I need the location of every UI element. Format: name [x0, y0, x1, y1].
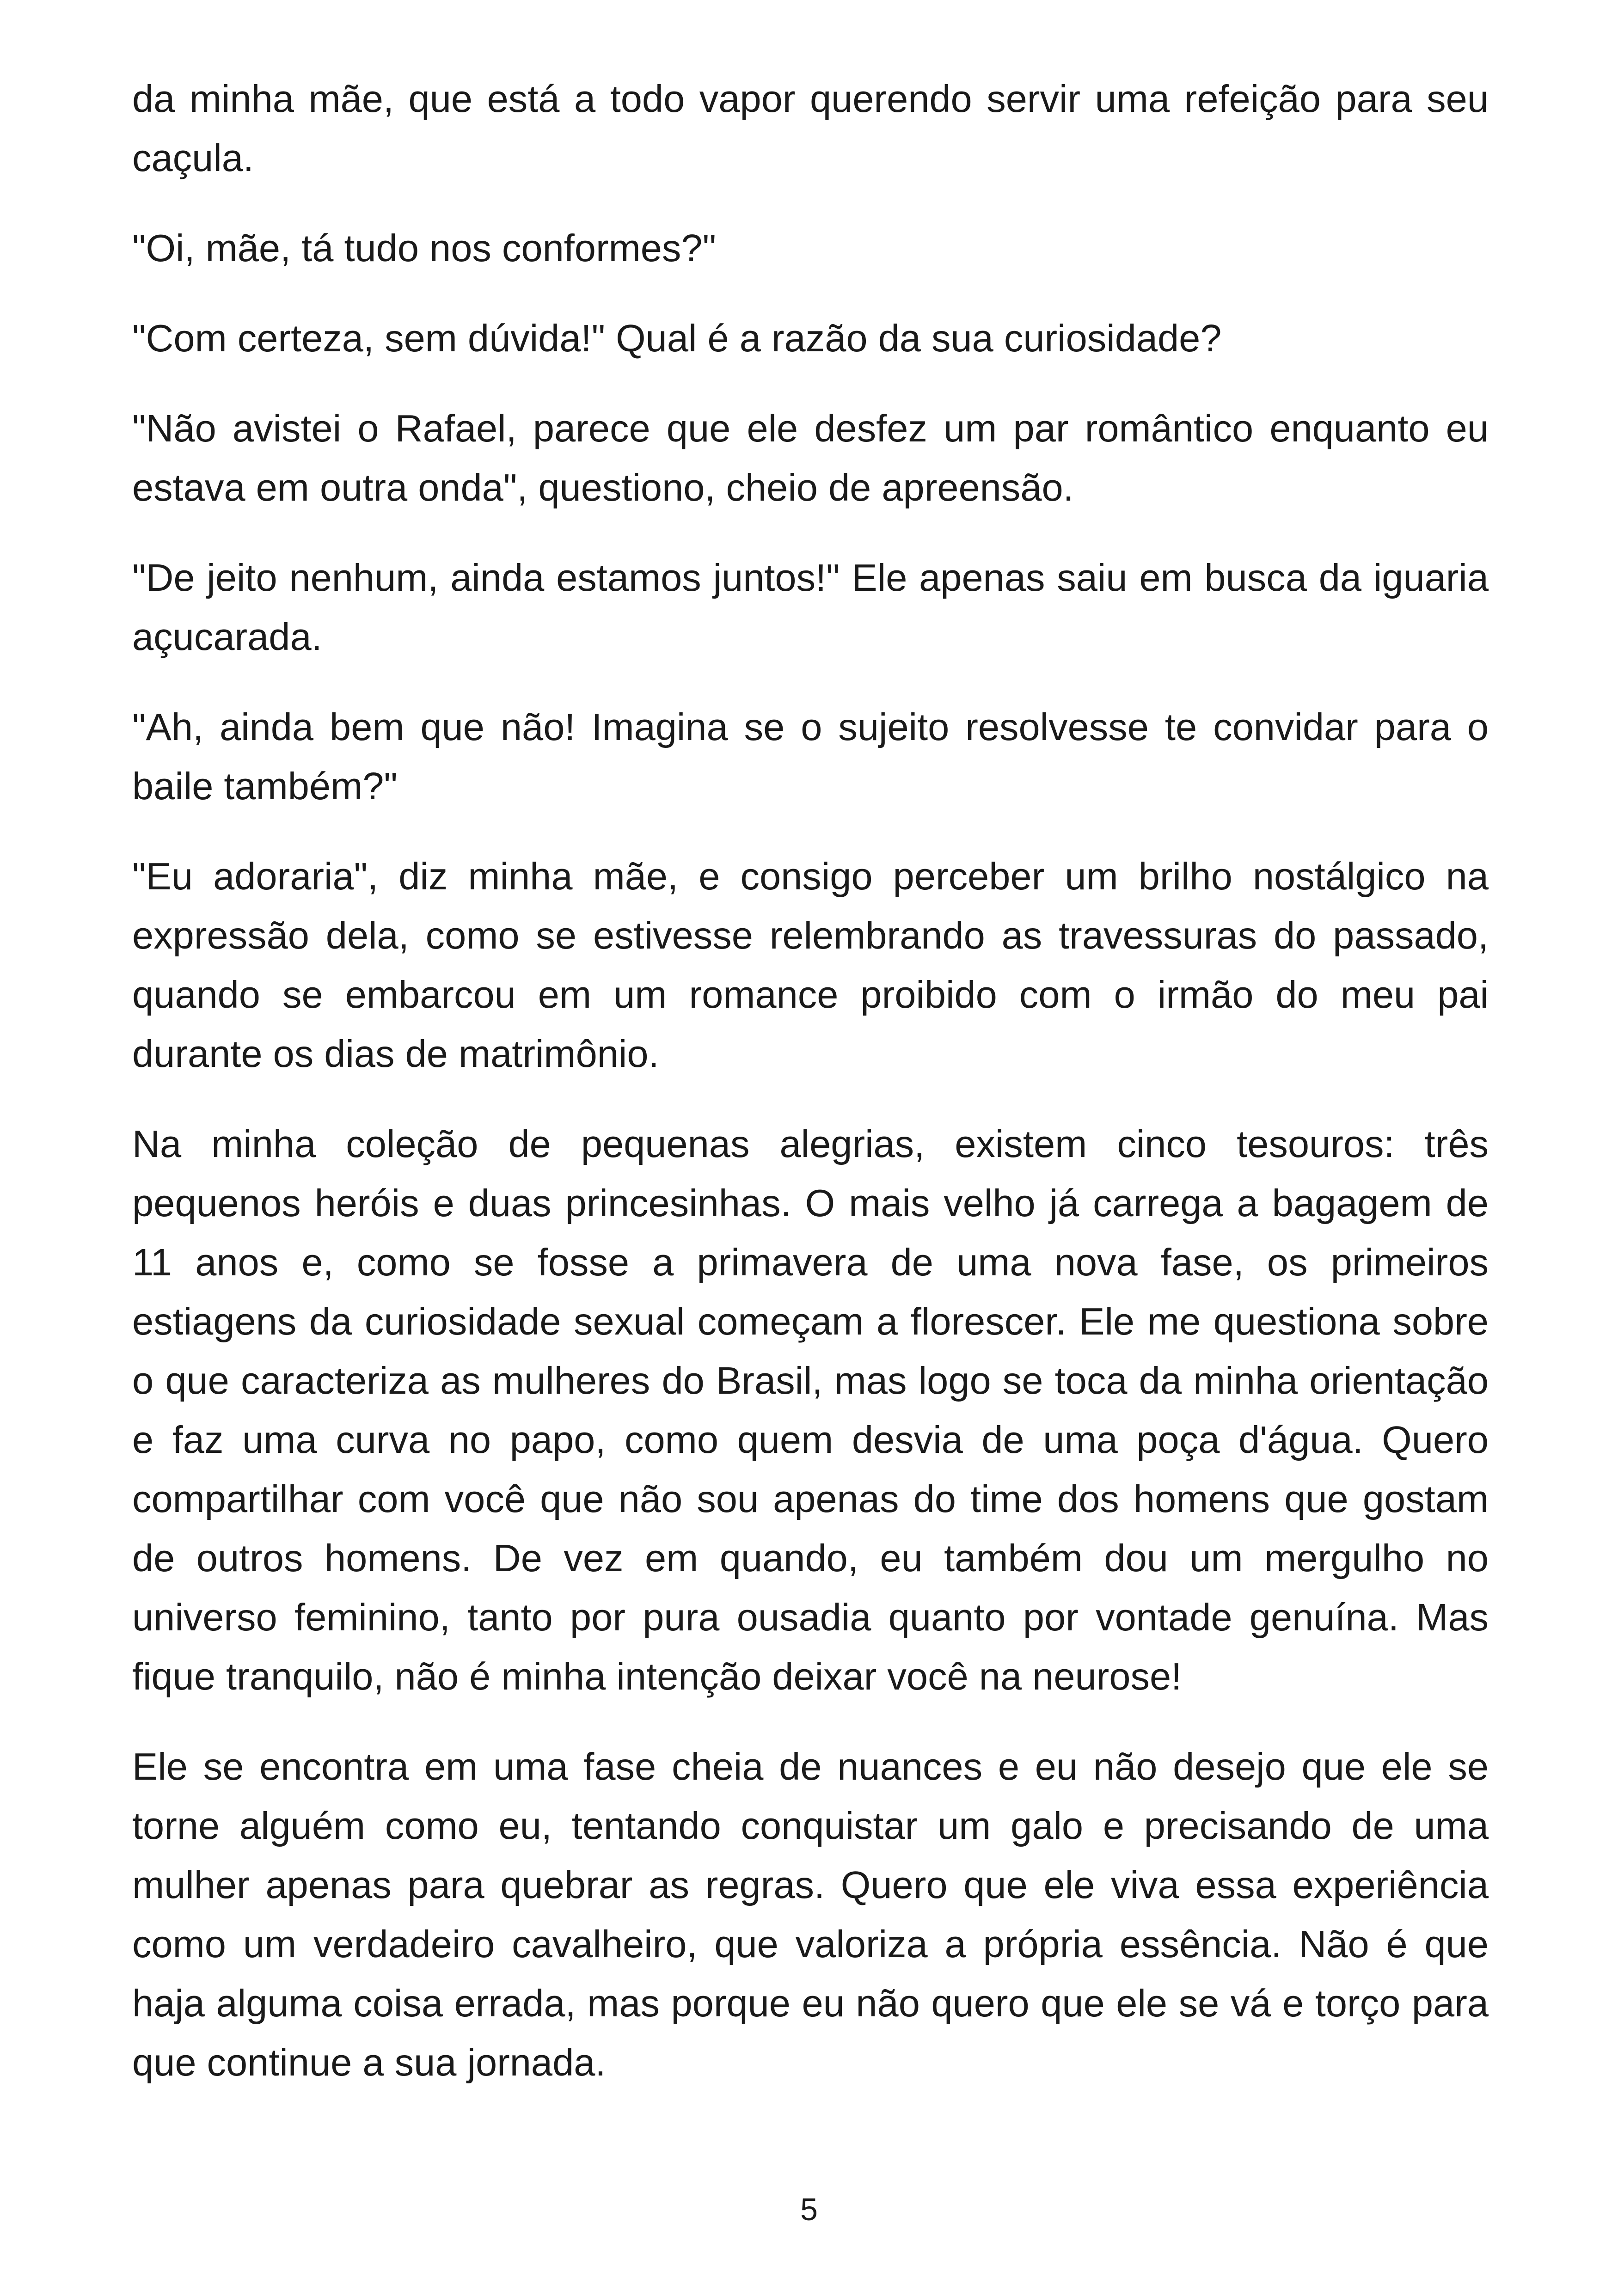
paragraph: "Não avistei o Rafael, parece que ele desfez um par romântico enquanto eu estava em outra onda", questiono, cheio de apreensão.: [132, 407, 1489, 509]
paragraph: "Ah, ainda bem que não! Imagina se o sujeito resolvesse te convidar para o baile também?": [132, 705, 1489, 808]
paragraph: "Eu adoraria", diz minha mãe, e consigo perceber um brilho nostálgico na expressão dela, como se estivesse relembrando as travessuras do passado, quando se embarcou em um romance proibido com o irmão do meu pai durante os dias de matrimônio.: [132, 855, 1489, 1075]
paragraph: da minha mãe, que está a todo vapor querendo servir uma refeição para seu caçula.: [132, 77, 1489, 179]
paragraph: "De jeito nenhum, ainda estamos juntos!" Ele apenas saiu em busca da iguaria açucarada.: [132, 556, 1489, 658]
paragraph: Ele se encontra em uma fase cheia de nuances e eu não desejo que ele se torne alguém como eu, tentando conquistar um galo e precisando de uma mulher apenas para quebrar as regras. Quero que ele viva essa experiência como um verdadeiro cavalheiro, que valoriza a própria essência. Não é que haja alguma coisa errada, mas porque eu não quero que ele se vá e torço para que continue a sua jornada.: [132, 1745, 1489, 2084]
paragraph: Na minha coleção de pequenas alegrias, existem cinco tesouros: três pequenos heróis e duas princesinhas. O mais velho já carrega a bagagem de 11 anos e, como se fosse a primavera de uma nova fase, os primeiros estiagens da curiosidade sexual começam a florescer. Ele me questiona sobre o que caracteriza as mulheres do Brasil, mas logo se toca da minha orientação e faz uma curva no papo, como quem desvia de uma poça d'água. Quero compartilhar com você que não sou apenas do time dos homens que gostam de outros homens. De vez em quando, eu também dou um mergulho no universo feminino, tanto por pura ousadia quanto por vontade genuína. Mas fique tranquilo, não é minha intenção deixar você na neurose!: [132, 1122, 1489, 1698]
page-number: 5: [800, 2192, 818, 2227]
paragraph: "Oi, mãe, tá tudo nos conformes?": [132, 227, 717, 269]
body-text: [132, 69, 1489, 2092]
paragraph: "Com certeza, sem dúvida!" Qual é a razão da sua curiosidade?: [132, 317, 1222, 360]
